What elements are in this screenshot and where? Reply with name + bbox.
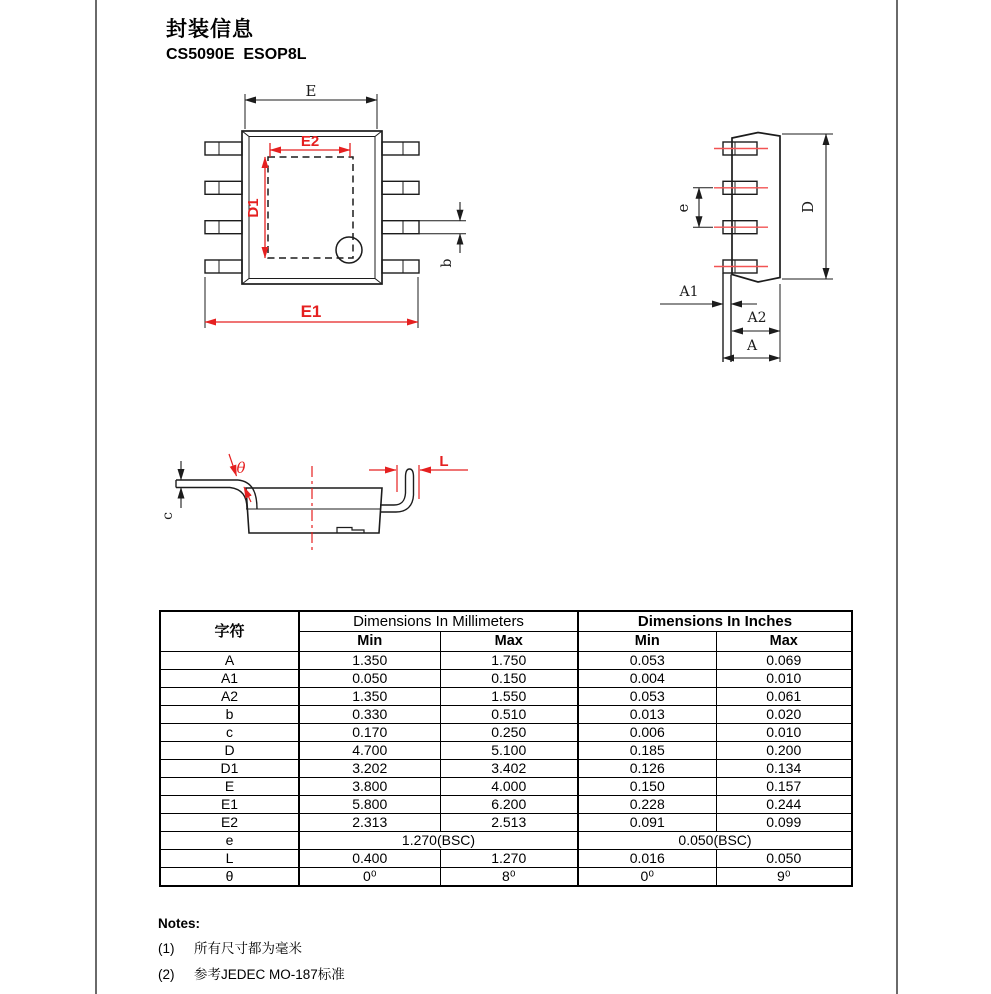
table-cell: 0.050 bbox=[716, 850, 852, 868]
table-cell: 0.170 bbox=[299, 724, 440, 742]
note-text: 所有尺寸都为毫米 bbox=[194, 941, 302, 956]
table-row bbox=[160, 814, 852, 832]
table-cell: 0.050(BSC) bbox=[578, 832, 852, 850]
table-cell: 3.800 bbox=[299, 778, 440, 796]
table-cell: 0.004 bbox=[578, 670, 716, 688]
table-cell: 0.061 bbox=[716, 688, 852, 706]
notes-section bbox=[158, 916, 345, 983]
table-cell: e bbox=[160, 832, 299, 850]
table-cell: 0.244 bbox=[716, 796, 852, 814]
table-cell: 0.134 bbox=[716, 760, 852, 778]
table-row bbox=[160, 868, 852, 887]
table-cell: c bbox=[160, 724, 299, 742]
table-cell: A bbox=[160, 652, 299, 670]
table-cell: 8⁰ bbox=[440, 868, 578, 887]
note-item bbox=[158, 963, 345, 983]
table-cell: 0⁰ bbox=[299, 868, 440, 887]
table-cell: 0.228 bbox=[578, 796, 716, 814]
pad-circle bbox=[336, 237, 362, 263]
dim-label-E2: E2 bbox=[300, 133, 320, 150]
table-cell: 0.006 bbox=[578, 724, 716, 742]
table-cell: 0.053 bbox=[578, 688, 716, 706]
top-view-pins-right bbox=[382, 142, 419, 273]
dim-label-E: E bbox=[305, 82, 317, 100]
profile-view-drawing bbox=[160, 453, 468, 553]
table-cell: 5.800 bbox=[299, 796, 440, 814]
table-cell: A2 bbox=[160, 688, 299, 706]
table-cell: 0⁰ bbox=[578, 868, 716, 887]
package-name: CS5090E ESOP8L bbox=[166, 46, 307, 63]
table-cell: E1 bbox=[160, 796, 299, 814]
page-title: 封装信息 bbox=[166, 18, 254, 41]
table-row bbox=[160, 850, 852, 868]
table-cell: 0.099 bbox=[716, 814, 852, 832]
note-number: (1) bbox=[158, 941, 175, 956]
dim-label-D1: D1 bbox=[245, 198, 262, 218]
table-row bbox=[160, 778, 852, 796]
table-cell: 2.513 bbox=[440, 814, 578, 832]
table-cell: 0.053 bbox=[578, 652, 716, 670]
table-cell: 0.013 bbox=[578, 706, 716, 724]
table-row bbox=[160, 688, 852, 706]
table-cell: 1.270(BSC) bbox=[299, 832, 578, 850]
table-cell: E2 bbox=[160, 814, 299, 832]
table-cell: 0.010 bbox=[716, 670, 852, 688]
table-cell: b bbox=[160, 706, 299, 724]
table-cell: E bbox=[160, 778, 299, 796]
table-header-symbol: 字符 bbox=[160, 611, 299, 652]
table-cell: 1.270 bbox=[440, 850, 578, 868]
dimensions-table-body bbox=[160, 652, 852, 887]
table-cell: 6.200 bbox=[440, 796, 578, 814]
dim-label-b: b bbox=[439, 258, 455, 268]
table-row bbox=[160, 652, 852, 670]
dim-label-L: L bbox=[439, 453, 449, 470]
table-header-mm: Dimensions In Millimeters bbox=[299, 611, 578, 632]
table-cell: 3.402 bbox=[440, 760, 578, 778]
notes-heading: Notes: bbox=[158, 916, 201, 931]
dim-label-A2: A2 bbox=[747, 310, 767, 326]
note-number: (2) bbox=[158, 967, 175, 982]
table-cell: D1 bbox=[160, 760, 299, 778]
table-cell: 0.185 bbox=[578, 742, 716, 760]
table-cell: 0.150 bbox=[578, 778, 716, 796]
table-row bbox=[160, 760, 852, 778]
side-view-drawing bbox=[660, 133, 833, 363]
table-cell: 0.510 bbox=[440, 706, 578, 724]
table-cell: 9⁰ bbox=[716, 868, 852, 887]
table-header-inches: Dimensions In Inches bbox=[578, 611, 852, 632]
table-cell: θ bbox=[160, 868, 299, 887]
dim-label-A: A bbox=[746, 338, 758, 354]
note-item bbox=[158, 937, 345, 957]
table-cell: 0.091 bbox=[578, 814, 716, 832]
note-text: 参考JEDEC MO-187标准 bbox=[194, 967, 345, 982]
dimensions-table bbox=[159, 610, 853, 887]
top-view-pins-left bbox=[205, 142, 242, 273]
table-cell: 0.150 bbox=[440, 670, 578, 688]
table-cell: 0.126 bbox=[578, 760, 716, 778]
table-cell: 4.700 bbox=[299, 742, 440, 760]
dim-label-theta: θ bbox=[236, 459, 246, 477]
table-subheader-in-min: Min bbox=[578, 632, 716, 652]
table-cell: 4.000 bbox=[440, 778, 578, 796]
side-view-pins bbox=[723, 142, 757, 273]
dim-label-A1: A1 bbox=[679, 284, 699, 300]
table-cell: 2.313 bbox=[299, 814, 440, 832]
table-cell: 0.157 bbox=[716, 778, 852, 796]
table-cell: 0.050 bbox=[299, 670, 440, 688]
dim-label-e: e bbox=[674, 203, 692, 213]
table-cell: 1.350 bbox=[299, 652, 440, 670]
table-cell: 0.069 bbox=[716, 652, 852, 670]
table-row bbox=[160, 832, 852, 850]
table-cell: 1.350 bbox=[299, 688, 440, 706]
table-cell: 0.330 bbox=[299, 706, 440, 724]
dim-label-D: D bbox=[799, 200, 817, 214]
table-cell: 1.750 bbox=[440, 652, 578, 670]
exposed-pad-outline bbox=[268, 157, 353, 258]
table-subheader-mm-min: Min bbox=[299, 632, 440, 652]
table-subheader-mm-max: Max bbox=[440, 632, 578, 652]
table-cell: L bbox=[160, 850, 299, 868]
table-cell: 0.016 bbox=[578, 850, 716, 868]
table-cell: 0.020 bbox=[716, 706, 852, 724]
dim-label-c: c bbox=[160, 512, 176, 520]
table-cell: 5.100 bbox=[440, 742, 578, 760]
table-subheader-in-max: Max bbox=[716, 632, 852, 652]
table-cell: 0.250 bbox=[440, 724, 578, 742]
table-cell: 0.400 bbox=[299, 850, 440, 868]
table-cell: 0.200 bbox=[716, 742, 852, 760]
table-cell: A1 bbox=[160, 670, 299, 688]
table-row bbox=[160, 742, 852, 760]
table-row bbox=[160, 670, 852, 688]
table-cell: 3.202 bbox=[299, 760, 440, 778]
table-cell: 1.550 bbox=[440, 688, 578, 706]
table-cell: D bbox=[160, 742, 299, 760]
dim-label-E1: E1 bbox=[300, 302, 322, 321]
top-view-drawing bbox=[205, 82, 466, 328]
table-cell: 0.010 bbox=[716, 724, 852, 742]
table-row bbox=[160, 796, 852, 814]
table-row bbox=[160, 706, 852, 724]
table-row bbox=[160, 724, 852, 742]
